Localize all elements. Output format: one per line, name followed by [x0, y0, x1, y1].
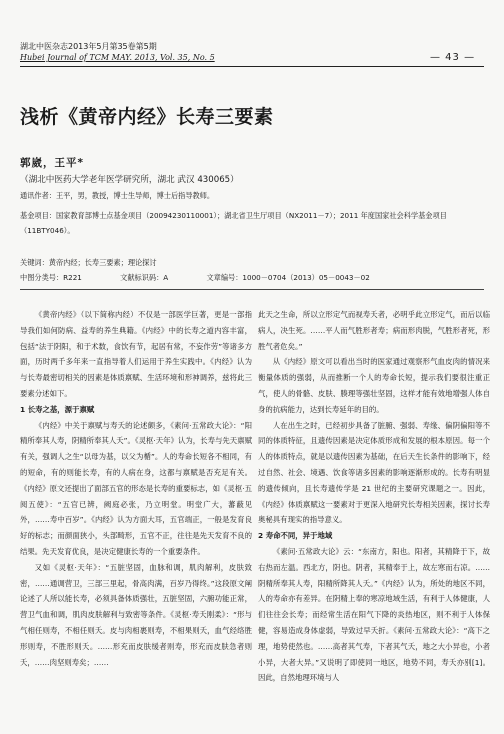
paragraph: 从《内经》原文可以看出当时的医家通过观察形气血皮肉的情况来衡量体质的强弱，从而推断一个人的寿命长短，提示我们要很注重正气，使人的骨骼、皮肤、腠理等强壮坚固，这样才能有效地增强人体自身的抗病能力，达到长寿延年的目的。	[258, 357, 490, 414]
header-rule	[20, 66, 484, 67]
clc-number: 中图分类号：R221	[20, 273, 82, 282]
body-column-right	[258, 307, 490, 686]
paragraph: 又如《灵枢·天年》：“五脏坚固，血脉和调，肌肉解利，皮肤致密，……通调营卫，三部三里起，骨高肉满，百岁乃得终。”这段原文阐论述了人所以能长寿，必须具备体质强壮，五脏坚固，六腑功能正常，营卫气血和调，肌肉皮肤解利与致密等条件。《灵枢·寿夭刚柔》：“形与气相任则寿，不相任则夭。皮与肉相裹则寿，不相果则夭，血气经络胜形则寿，不胜形则夭。……形充而皮肤缓者则寿，形充而皮肤急者则夭，……肉坚则寿矣；……	[20, 562, 252, 667]
funding-note: 基金项目：国家教育部博士点基金项目（20094230110001）；湖北省卫生厅项目（NX2011－7）；2011 年度国家社会科学基金项目（11BTY046）。	[20, 211, 447, 235]
correspondence-note: 通讯作者：王平，男，教授，博士生导师，博士后指导教师。	[20, 191, 215, 200]
document-code: 文献标识码：A	[120, 273, 169, 282]
paragraph: 人在出生之时，已经初步具备了脏腑、强弱、寿缘、偏阴偏阳等不同的体质特征，且遗传因素是决定体质形成和发展的根本原因。每一个人的体质特点，就是以遗传因素为基础，在后天生长条件的影响下，经过自然、社会、境遇、饮食等诸多因素的影响逐渐形成的。长寿有明显的遗传倾向，且长寿遗传学是 21 世纪的主要研究课题之一。因此，《内经》体质禀赋这一要素对于更深入地研究长寿相关因素，探讨长寿奥秘具有现实的指导意义。	[258, 420, 490, 525]
keywords: 关键词：黄帝内经；长寿三要素；理论探讨	[20, 258, 157, 267]
article-number: 文章编号：1000－0704（2013）05－0043－02	[206, 273, 370, 282]
paragraph: 《黄帝内经》（以下简称内经）不仅是一部医学巨著，更是一部指导我们如何防病、益寿的养生典籍。《内经》中的长寿之道内容丰富，包括“法于阴阳，和于术数，食饮有节，起居有常，不妄作劳”等诸多方面，历时两千多年来一直指导着人们运用于养生实践中。《内经》认为与长寿最密切相关的因素是体质禀赋、生活环境和形神调养，兹将此三要素分述如下。	[20, 310, 252, 398]
journal-name: 湖北中医杂志2013年5月第35卷第5期	[20, 42, 157, 51]
section-rule	[20, 289, 484, 290]
journal-name-english: Hubei Journal of TCM MAY. 2013, Vol. 35, No. 5	[20, 53, 215, 62]
paragraph: 《素问·五常政大论》云：“东南方，阳也。阳者，其精降于下，故右热而左温。西北方，阴也。阴者，其精奉于上，故左寒而右凉。……阴精所奉其人寿，阳精所降其人夭。”《内经》认为，所处的地区不同，人的寿命亦有差异。在阴精上奉的寒凉地域生活，有利于人体健康，人们往往会长寿；而经常生活在阳气下降的炎热地区，则不利于人体保健，容易造成身体虚弱，导致过早夭折。《素问·五常政大论》：“高下之理，地势使然也。……高者其气寿，下者其气夭，地之大小异也，小者小异，大者大异。”又说明了即使同一地区，地势不同，寿夭亦别[1]。因此，自然地理环境与人	[258, 546, 490, 683]
page-number: — 43 —	[430, 52, 476, 63]
section-heading: 1 长寿之基，源于禀赋	[20, 404, 95, 414]
classification-line	[20, 273, 404, 283]
authors: 郭崴，王平*	[20, 157, 84, 169]
paragraph: 此天之生命，所以立形定气而视寿夭者，必明乎此立形定气，而后以临病人，决生死。……平人而气胜形者寿；病而形肉脱，气胜形者死，形胜气者危矣。”	[258, 310, 490, 351]
section-heading: 2 寿命不同，异于地域	[258, 531, 333, 541]
article-title: 浅析《黄帝内经》长寿三要素	[20, 106, 274, 128]
paragraph: 《内经》中关于禀赋与寿夭的论述颇多，《素问·五常政大论》：“阳精所奉其人寿，阴精所奉其人夭”。《灵枢·天年》认为，长寿与先天禀赋有关，强调人之生“以母为基，以父为楯”。人的寿命长短各不相同，有的短命，有的则能长寿，有的人病在身，这都与禀赋是否充足有关。《内经》原文还提出了面部五官的形态是长寿的重要标志，如《灵枢·五阅五使》：“五官已辨，阙庭必张，乃立明堂。明堂广大，蕃蔽见外，……寿中百岁”。《内经》认为方面大耳，五官端正，一般是发育良好的标志；而颜面狭小，头部畸形，五官不正，往往是先天发育不良的结果。先天发育优良，是决定健康长寿的一个重要条件。	[20, 420, 252, 556]
affiliation: （湖北中医药大学老年医学研究所，湖北 武汉 430065）	[20, 175, 239, 185]
body-column-left	[20, 307, 252, 670]
